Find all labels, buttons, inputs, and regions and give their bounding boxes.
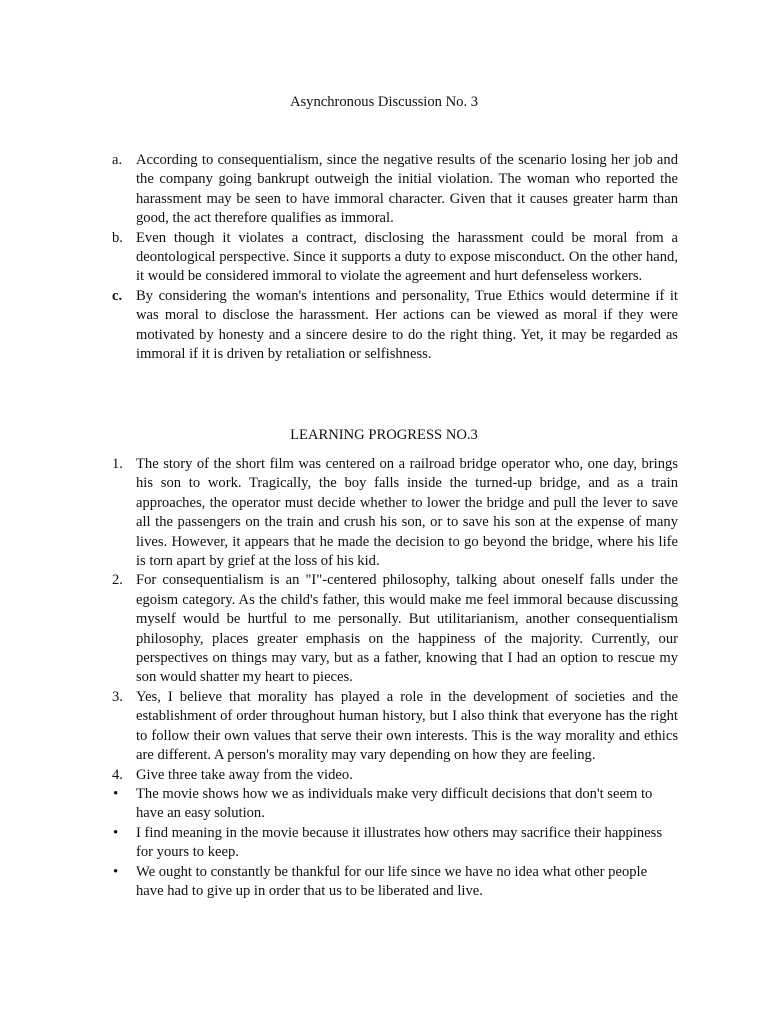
bullet-item <box>112 824 678 863</box>
item-text: Yes, I believe that morality has played a role in the development of societies and the establishment of order throughout human history, but I also think that everyone has the right to follow their own values that serve their own interests. This is the way morality and ethics are different. A person's morality may vary depending on how they are feeling. <box>136 688 678 764</box>
item-marker: 2. <box>112 572 123 589</box>
item-text: Give three take away from the video. <box>136 766 353 783</box>
item-text: We ought to constantly be thankful for our life since we have no idea what other people have had to give up in order that us to be liberated and live. <box>136 863 648 899</box>
discussion-title: Asynchronous Discussion No. 3 <box>289 94 479 110</box>
bullet-marker: • <box>113 863 119 880</box>
item-text: According to consequentialism, since the negative results of the scenario losing her job and the company going bankrupt outweigh the initial violation. The woman who reported the harassment may be seen to have immoral character. Given that it causes greater harm than good, the act therefore qualifies as immoral. <box>136 152 678 227</box>
learning-progress-list <box>112 455 678 901</box>
item-marker: c. <box>112 287 123 304</box>
list-item <box>112 688 678 766</box>
list-item <box>112 287 678 365</box>
bullet-item <box>112 863 678 902</box>
item-text: The movie shows how we as individuals make very difficult decisions that don't seem to have an easy solution. <box>136 785 653 822</box>
bullet-marker: • <box>113 785 119 802</box>
item-marker: 3. <box>112 688 123 705</box>
item-marker: b. <box>112 229 123 246</box>
item-text: I find meaning in the movie because it illustrates how others may sacrifice their happiness for yours to keep. <box>136 824 663 861</box>
item-text: The story of the short film was centered on a railroad bridge operator who, one day, brings his son to work. Tragically, the boy falls inside the turned-up bridge, and as a train approaches, the operator must decide whether to lower the bridge and pull the lever to save all the passengers on the train and crush his son, or to save his son at the expense of many lives. However, it appears that he made the decision to go beyond the bridge, where his life is torn apart by grief at the loss of his kid. <box>136 456 678 570</box>
list-item <box>112 455 678 571</box>
item-marker: 4. <box>112 766 123 783</box>
list-item <box>112 766 678 785</box>
bullet-item <box>112 785 678 824</box>
item-text: For consequentialism is an "I"-centered philosophy, talking about oneself falls under the egoism category. As the child's father, this would make me feel immoral because discussing myself would be hurtful to me personally. But utilitarianism, another consequentialism philosophy, places greater emphasis on the happiness of the majority. Currently, our perspectives on things may vary, but as a father, knowing that I had an option to rescue my son would shatter my heart to pieces. <box>136 572 678 686</box>
list-item <box>112 571 678 687</box>
discussion-list <box>112 151 678 364</box>
list-item <box>112 151 678 229</box>
bullet-marker: • <box>113 824 119 841</box>
item-text: By considering the woman's intentions and personality, True Ethics would determine if it was moral to disclose the harassment. Her actions can be viewed as moral if they were motivated by honesty and a sincere desire to do the right thing. Yet, it may be regarded as immoral if it is driven by retaliation or selfishness. <box>136 287 678 363</box>
item-marker: 1. <box>112 456 123 472</box>
list-item <box>112 229 678 287</box>
learning-progress-title: LEARNING PROGRESS NO.3 <box>290 427 478 443</box>
item-text: Even though it violates a contract, disclosing the harassment could be moral from a deontological perspective. Since it supports a duty to expose misconduct. On the other hand, it would be considered immoral to violate the agreement and hurt defenseless workers. <box>136 229 678 285</box>
item-marker: a. <box>112 152 123 168</box>
